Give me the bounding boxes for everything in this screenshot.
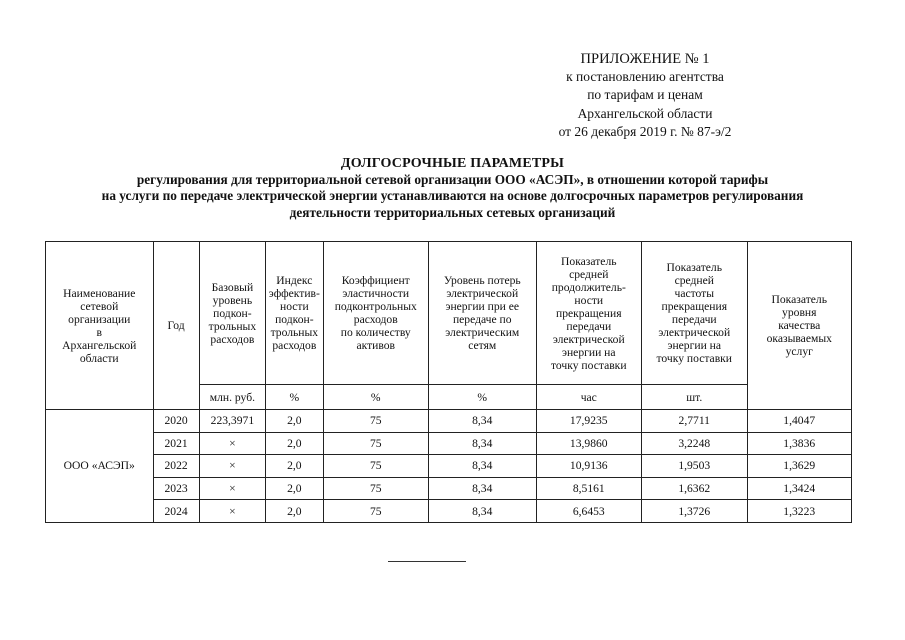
cell-loss: 8,34 xyxy=(429,455,537,478)
cell-coef: 75 xyxy=(323,410,428,433)
cell-frequency: 2,7711 xyxy=(642,410,747,433)
title-line-3: на услуги по передаче электрической энергии устанавливаются на основе долгосрочных параметров регулирования xyxy=(101,188,804,204)
cell-quality: 1,3836 xyxy=(747,432,852,455)
unit-coef: % xyxy=(323,385,428,410)
header-text-line: оказываемых xyxy=(766,332,832,345)
header-text-line: Уровень потерь xyxy=(443,274,521,287)
header-text-line: средней xyxy=(674,274,714,287)
header-text-line: передаче по xyxy=(452,313,512,326)
header-text-line: расходов xyxy=(272,339,317,352)
header-text-line: средней xyxy=(569,267,609,281)
appendix-region: Архангельской области xyxy=(577,105,713,121)
appendix-agency: по тарифам и ценам xyxy=(587,87,703,103)
header-text-line: активов xyxy=(356,339,396,352)
cell-loss: 8,34 xyxy=(429,477,537,500)
cell-frequency: 1,3726 xyxy=(642,500,747,523)
header-text-line: передачи xyxy=(671,313,717,326)
header-text-line: эластичности xyxy=(342,287,410,300)
header-text-line: электрической xyxy=(552,332,625,346)
header-text-line: энергии при ее xyxy=(445,300,520,313)
table-row xyxy=(46,410,852,433)
header-text-line: эффектив- xyxy=(268,287,320,300)
cell-base: × xyxy=(199,500,266,523)
header-text-line: Наименование xyxy=(63,286,136,300)
cell-year: 2023 xyxy=(153,477,199,500)
header-text-line: точку поставки xyxy=(656,352,733,365)
cell-duration: 17,9235 xyxy=(536,410,641,433)
appendix-number: ПРИЛОЖЕНИЕ № 1 xyxy=(580,51,710,67)
unit-frequency: шт. xyxy=(642,385,747,410)
cell-year: 2020 xyxy=(153,410,199,433)
appendix-block xyxy=(520,50,770,141)
header-text-line: прекращения xyxy=(556,306,622,320)
header-outage-frequency xyxy=(642,242,747,385)
header-text-line: трольных xyxy=(270,326,319,339)
table-row xyxy=(46,432,852,455)
header-text-line: точку поставки xyxy=(551,358,627,372)
header-text-line: Базовый xyxy=(211,280,254,294)
table-row xyxy=(46,500,852,523)
cell-base: × xyxy=(199,432,266,455)
cell-quality: 1,4047 xyxy=(747,410,852,433)
header-org xyxy=(46,242,154,410)
parameters-table xyxy=(45,241,852,523)
header-text-line: ности xyxy=(574,293,604,307)
cell-index: 2,0 xyxy=(266,432,323,455)
header-text-line: подконтрольных xyxy=(334,300,417,313)
header-year xyxy=(153,242,199,410)
header-text-line: энергии на xyxy=(562,345,616,359)
cell-duration: 10,9136 xyxy=(536,455,641,478)
header-outage-duration xyxy=(536,242,641,385)
cell-coef: 75 xyxy=(323,455,428,478)
header-text-line: сетям xyxy=(468,339,497,352)
header-elasticity-coef xyxy=(323,242,428,385)
header-service-quality xyxy=(747,242,852,410)
cell-index: 2,0 xyxy=(266,477,323,500)
cell-duration: 13,9860 xyxy=(536,432,641,455)
header-row xyxy=(46,242,852,385)
header-loss-level xyxy=(429,242,537,385)
header-text-line: сетевой xyxy=(80,299,119,313)
title-line-2: регулирования для территориальной сетевой организации ООО «АСЭП», в отношении которой тарифы xyxy=(136,172,769,188)
org-name-cell: ООО «АСЭП» xyxy=(46,410,154,523)
appendix-resolution: к постановлению агентства xyxy=(566,69,724,85)
cell-quality: 1,3223 xyxy=(747,500,852,523)
cell-duration: 8,5161 xyxy=(536,477,641,500)
document-title xyxy=(0,156,905,221)
header-text-line: передачи xyxy=(566,319,612,333)
cell-base: × xyxy=(199,477,266,500)
header-text-line: частоты xyxy=(674,287,715,300)
cell-quality: 1,3629 xyxy=(747,455,852,478)
header-text-line: трольных xyxy=(208,319,257,333)
header-text-line: услуг xyxy=(785,345,813,358)
table-row xyxy=(46,477,852,500)
cell-base: 223,3971 xyxy=(199,410,266,433)
header-text-line: уровень xyxy=(212,293,253,307)
cell-base: × xyxy=(199,455,266,478)
header-text-line: ности xyxy=(279,300,309,313)
header-text-line: в xyxy=(96,325,102,339)
cell-coef: 75 xyxy=(323,432,428,455)
table-row xyxy=(46,455,852,478)
cell-year: 2022 xyxy=(153,455,199,478)
cell-loss: 8,34 xyxy=(429,410,537,433)
cell-year: 2024 xyxy=(153,500,199,523)
cell-loss: 8,34 xyxy=(429,432,537,455)
header-text-line: Архангельской xyxy=(62,338,137,352)
unit-loss: % xyxy=(429,385,537,410)
cell-frequency: 1,9503 xyxy=(642,455,747,478)
header-text-line: расходов xyxy=(210,332,255,346)
header-text-line: электрическим xyxy=(445,326,520,339)
header-base-level xyxy=(199,242,266,385)
header-text-line: электрической xyxy=(658,326,731,339)
cell-quality: 1,3424 xyxy=(747,477,852,500)
header-text-line: электрической xyxy=(446,287,519,300)
unit-duration: час xyxy=(536,385,641,410)
cell-duration: 6,6453 xyxy=(536,500,641,523)
cell-year: 2021 xyxy=(153,432,199,455)
cell-coef: 75 xyxy=(323,500,428,523)
separator-line xyxy=(388,561,466,562)
unit-base: млн. руб. xyxy=(199,385,266,410)
header-text-line: уровня xyxy=(782,306,817,319)
header-text-line: прекращения xyxy=(661,300,728,313)
cell-index: 2,0 xyxy=(266,500,323,523)
header-text-line: продолжитель- xyxy=(551,280,626,294)
cell-frequency: 1,6362 xyxy=(642,477,747,500)
cell-loss: 8,34 xyxy=(429,500,537,523)
header-efficiency-index xyxy=(266,242,323,385)
header-text-line: Показатель xyxy=(561,254,617,268)
header-text-line: Индекс xyxy=(276,274,313,287)
header-text-line: Показатель xyxy=(666,261,722,274)
unit-index: % xyxy=(266,385,323,410)
appendix-date: от 26 декабря 2019 г. № 87-э/2 xyxy=(558,123,732,139)
header-text-line: Показатель xyxy=(771,293,827,306)
header-text-line: подкон- xyxy=(213,306,252,320)
title-line-4: деятельности территориальных сетевых организаций xyxy=(289,204,616,220)
cell-coef: 75 xyxy=(323,477,428,500)
header-text-line: подкон- xyxy=(275,313,314,326)
header-text-line: энергии на xyxy=(667,339,722,352)
header-text-line: качества xyxy=(778,319,821,332)
header-text-line: Год xyxy=(167,319,185,332)
header-text-line: по количеству xyxy=(340,326,411,339)
cell-frequency: 3,2248 xyxy=(642,432,747,455)
cell-index: 2,0 xyxy=(266,455,323,478)
header-text-line: области xyxy=(79,351,119,365)
header-text-line: расходов xyxy=(353,313,398,326)
header-text-line: Коэффициент xyxy=(341,274,410,287)
title-main: ДОЛГОСРОЧНЫЕ ПАРАМЕТРЫ xyxy=(340,156,565,171)
header-text-line: организации xyxy=(68,312,131,326)
cell-index: 2,0 xyxy=(266,410,323,433)
